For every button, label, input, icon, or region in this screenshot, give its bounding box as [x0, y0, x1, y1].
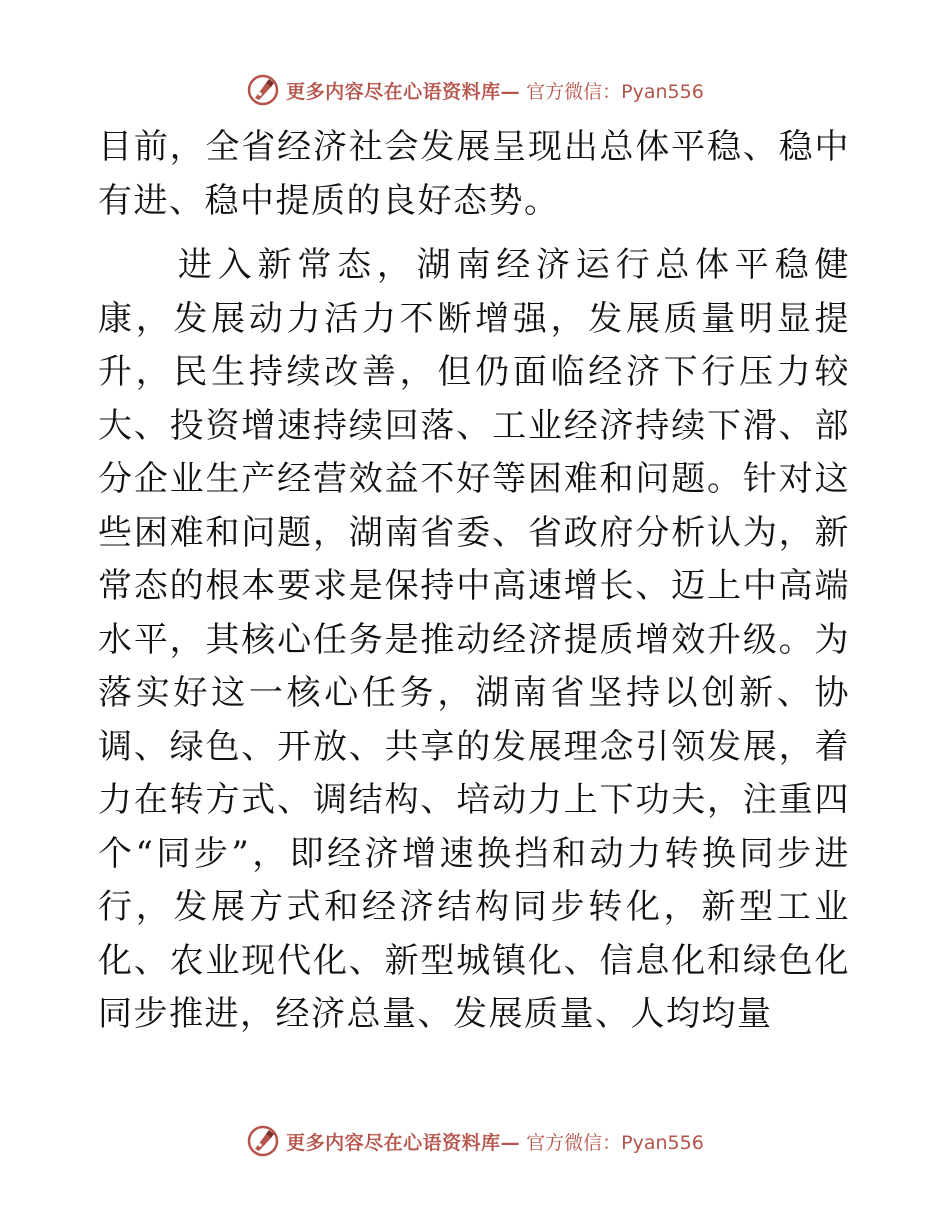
banner-title: 更多内容尽在心语资料库—	[286, 1131, 521, 1154]
pen-nib-logo-icon	[246, 1124, 280, 1158]
header-banner	[0, 70, 950, 110]
paragraph-1: 目前，全省经济社会发展呈现出总体平稳、稳中有进、稳中提质的良好态势。	[98, 127, 850, 221]
pen-nib-logo-icon	[246, 73, 280, 107]
banner-wechat-id: 官方微信：Pyan556	[526, 80, 704, 103]
document-body	[98, 121, 850, 1042]
banner-title: 更多内容尽在心语资料库—	[286, 80, 521, 103]
banner-wechat-id: 官方微信：Pyan556	[526, 1131, 704, 1154]
footer-banner	[0, 1121, 950, 1161]
paragraph-2: 进入新常态，湖南经济运行总体平稳健康，发展动力活力不断增强，发展质量明显提升，民生持续改善，但仍面临经济下行压力较大、投资增速持续回落、工业经济持续下滑、部分企业生产经营效益不好等困难和问题。针对这些困难和问题，湖南省委、省政府分析认为，新常态的根本要求是保持中高速增长、迈上中高端水平，其核心任务是推动经济提质增效升级。为落实好这一核心任务，湖南省坚持以创新、协调、绿色、开放、共享的发展理念引领发展，着力在转方式、调结构、培动力上下功夫，注重四个“同步”，即经济增速换挡和动力转换同步进行，发展方式和经济结构同步转化，新型工业化、农业现代化、新型城镇化、信息化和绿色化同步推进，经济总量、发展质量、人均均量	[98, 245, 850, 1034]
